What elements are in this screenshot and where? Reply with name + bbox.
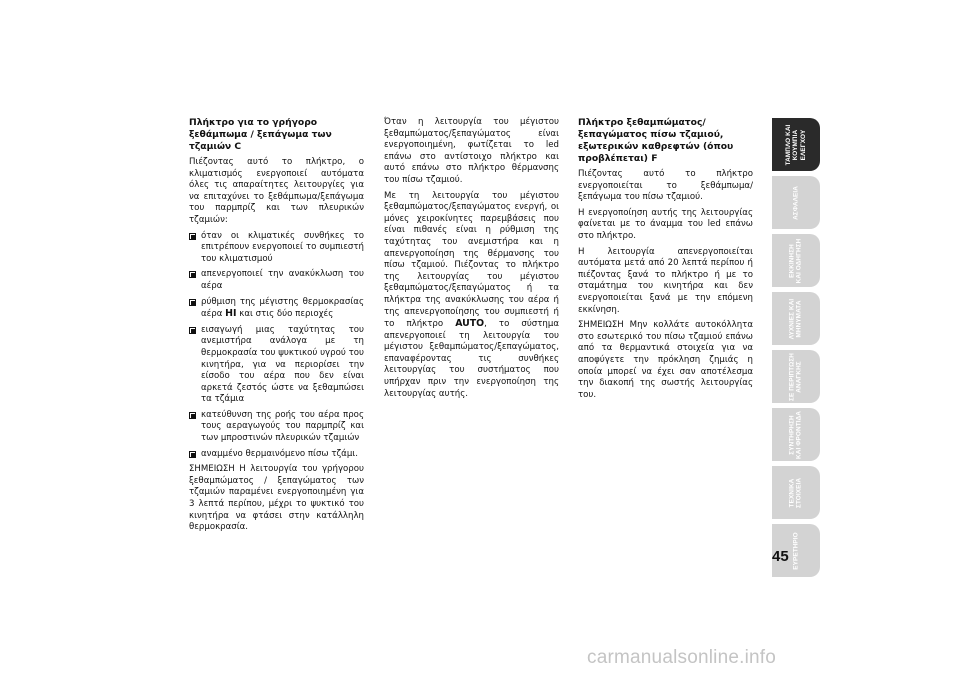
tab-warning-lights[interactable]: ΛΥΧΝΙΕΣ ΚΑΙ ΜΗΝΥΜΑΤΑ	[770, 292, 820, 345]
checkbox-bullet-icon	[189, 451, 196, 458]
list-item: εισαγωγή μιας ταχύτητας του ανεμιστήρα ανάλογα με τη θερμοκρασία του ψυκτικού υγρού του κινητήρα, για να περιορίσει την είσοδο του αέρα που δεν είναι αρκετά ζεστός ώστε να ξεθαμπώσει τα τζάμια	[189, 325, 364, 406]
checkbox-bullet-icon	[189, 299, 196, 306]
paragraph-led: Όταν η λειτουργία του μέγιστου ξεθαμπώματος/ξεπαγώματος είναι ενεργοποιημένη, φωτίζεται το led επάνω στο αντίστοιχο πλήκτρο και αυτό επάνω στο πλήκτρο θέρμανσης του πίσω τζαμιού.	[384, 117, 559, 185]
list-item: κατεύθυνση της ροής του αέρα προς τους αεραγωγούς του παρμπρίζ και των μπροστινών πλευρικών τζαμιών	[189, 410, 364, 445]
section-heading-fast-defrost: Πλήκτρο για το γρήγορο ξεθάμπωμα / ξεπάγωμα των τζαμιών C	[189, 117, 332, 152]
tab-technical-data[interactable]: ΤΕΧΝΙΚΑ ΣΤΟΙΧΕΙΑ	[770, 466, 820, 519]
tab-emergency[interactable]: ΣΕ ΠΕΡΙΠΤΩΣΗ ΑΝΑΓΚΗΣ	[770, 350, 820, 403]
checkbox-bullet-icon	[189, 233, 196, 240]
section-heading-rear-defrost: Πλήκτρο ξεθαμπώματος/ ξεπαγώματος πίσω τζαμιού, εξωτερικών καθρεφτών (όπου προβλέπεται) F	[578, 117, 734, 164]
checkbox-bullet-icon	[189, 327, 196, 334]
paragraph-auto-off: Η λειτουργία απενεργοποιείται αυτόματα μετά από 20 λεπτά περίπου ή πιέζοντας ξανά το πλήκτρο ή με το σταμάτημα του κινητήρα και δεν ενεργοποιείται ξανά με την επόμενη εκκίνηση.	[578, 246, 753, 315]
tab-dashboard-controls[interactable]: ΤΑΜΠΛΟ ΚΑΙ ΚΟΥΜΠΙΑ ΕΛΕΓΧΟΥ	[770, 118, 820, 171]
watermark: carmanualsonline.info	[587, 647, 777, 668]
list-item: ρύθμιση της μέγιστης θερμοκρασίας αέρα HI και στις δύο περιοχές	[189, 297, 364, 321]
column-middle	[384, 117, 559, 404]
column-right	[578, 117, 753, 405]
list-item: όταν οι κλιματικές συνθήκες το επιτρέπουν ενεργοποιεί το συμπιεστή του κλιματισμού	[189, 231, 364, 266]
column-left	[189, 117, 364, 538]
tab-maintenance[interactable]: ΣΥΝΤΗΡΗΣΗ ΚΑΙ ΦΡΟΝΤΙΔΑ	[770, 408, 820, 461]
list-item: αναμμένο θερμαινόμενο πίσω τζάμι.	[189, 449, 364, 461]
checkbox-bullet-icon	[189, 412, 196, 419]
note-paragraph: ΣΗΜΕΙΩΣΗ Η λειτουργία του γρήγορου ξεθαμπώματος / ξεπαγώματος των τζαμιών παραμένει ενεργοποιημένη για 3 λεπτά περίπου, μέχρι το ψυκτικό του κινητήρα να φτάσει στην κατάλληλη θερμοκρασία.	[189, 464, 364, 533]
chapter-tabs	[770, 118, 820, 582]
tab-starting-driving[interactable]: ΕΚΚΙΝΗΣΗ ΚΑΙ ΟΔΗΓΗΣΗ	[770, 234, 820, 287]
paragraph-intro: Πιέζοντας αυτό το πλήκτρο, ο κλιματισμός ενεργοποιεί αυτόματα όλες τις απαραίτητες λειτουργίες για να επιταχύνει το ξεθάμπωμα/ξεπάγωμα του παρμπρίζ και των πλευρικών τζαμιών:	[189, 157, 364, 225]
tab-index[interactable]: ΕΥΡΕΤΗΡΙΟ	[770, 524, 820, 577]
paragraph-manual-interventions: Με τη λειτουργία του μέγιστου ξεθαμπώματος/ξεπαγώματος ενεργή, οι μόνες χειροκίνητες παρεμβάσεις που είναι πιθανές είναι η ρύθμιση της ταχύτητας του ανεμιστήρα και η απενεργοποίηση της θέρμανσης του πίσω τζαμιού. Πιέζοντας το πλήκτρο της λειτουργίας του μέγιστου ξεθαμπώματος/ξεπαγώματος ή τα πλήκτρα της ανακύκλωσης του αέρα ή της απενεργοποίησης του συμπιεστή ή το πλήκτρο AUTO, το σύστημα απενεργοποιεί τη λειτουργία του μέγιστου ξεθαμπώματος/ξεπαγώματος, επαναφέροντας τις συνθήκες λειτουργίας του συστήματος που υπήρχαν πριν την ενεργοποίηση της λειτουργίας αυτής.	[384, 190, 560, 399]
page-number: 45	[772, 548, 789, 565]
note-paragraph: ΣΗΜΕΙΩΣΗ Μην κολλάτε αυτοκόλλητα στο εσωτερικό του πίσω τζαμιού επάνω από τα θερμαντικά στοιχεία για να αποφύγετε την πρόκληση ζημιάς η οποία μπορεί να έχει σαν αποτέλεσμα την διακοπή της σωστής λειτουργίας του.	[578, 320, 753, 400]
keyword-hi: HI	[225, 308, 237, 320]
list-item: απενεργοποιεί την ανακύκλωση του αέρα	[189, 269, 364, 292]
paragraph-led-indication: Η ενεργοποίηση αυτής της λειτουργίας φαίνεται με το άναμμα του led επάνω στο πλήκτρο.	[578, 207, 753, 241]
bullet-list	[189, 231, 364, 461]
tab-safety[interactable]: ΑΣΦΑΛΕΙΑ	[770, 176, 820, 229]
paragraph-activate: Πιέζοντας αυτό το πλήκτρο ενεργοποιείται το ξεθάμπωμα/ξεπάγωμα του πίσω τζαμιού.	[578, 169, 753, 203]
checkbox-bullet-icon	[189, 271, 196, 278]
keyword-auto: AUTO	[455, 318, 485, 330]
